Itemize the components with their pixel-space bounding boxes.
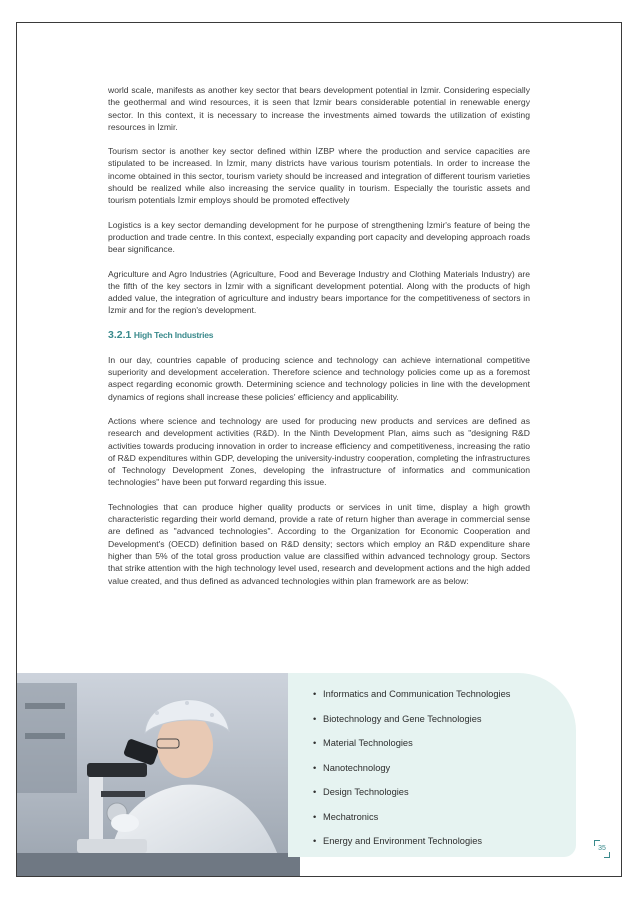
paragraph-renewable-energy: world scale, manifests as another key sector that bears development potential in İzmir. Considering especially the geothermal and wind resources, it is seen that İzmir bears considerable potential in renewable energy sector. In this context, it is necessary to increase the investments aimed towards the utilization of existing resources in İzmir. [108, 85, 530, 132]
list-item: • Material Technologies [313, 738, 413, 748]
corner-mark-icon [594, 840, 600, 846]
paragraph-rnd-activities: Actions where science and technology are used for producing new products and services are defined as research and development activities (R&D). In the Ninth Development Plan, aims such as "designing R&D activities towards producing innovation in order to increase efficiency and competitiveness, increasing the ratio of R&D expenditures within GDP, developing the university-industry cooperation, completing the infrastructures of Technology Development Zones, developing the infrastructure of informatics and communication technologies" have been put forward regarding this issue. [108, 415, 530, 488]
bullet-icon: • [313, 787, 317, 797]
main-content [108, 84, 530, 599]
bullet-icon: • [313, 762, 317, 773]
technologies-list [313, 687, 510, 859]
scientist-microscope-image [17, 673, 300, 876]
page-number: 35 [594, 840, 610, 858]
list-item: • Mechatronics [313, 811, 379, 822]
bullet-icon: • [313, 713, 317, 724]
paragraph-tourism: Tourism sector is another key sector defined within İZBP where the production and service capacities are stipulated to be increased. In İzmir, many districts have various tourism potentials. In order to increase the income obtained in this sector, tourism variety should be increased and integration of different tourism varieties should be realized while also increasing the service quality in tourism. Especially the touristic assets and tourism potentials İzmir employs should be promoted effectively [108, 146, 530, 206]
list-item: • Informatics and Communication Technologies [313, 689, 511, 699]
list-item: • Energy and Environment Technologies [313, 836, 483, 846]
paragraph-agriculture: Agriculture and Agro Industries (Agriculture, Food and Beverage Industry and Clothing Materials Industry) are the fifth of the key sectors in İzmir with a significant development potential. Along with the products of high added value, the integration of agriculture and industry bears importance for the competitiveness of sectors in İzmir and for the region's development. [108, 268, 530, 316]
lab-photo [17, 673, 300, 876]
list-item: • Design Technologies [313, 787, 409, 797]
paragraph-logistics: Logistics is a key sector demanding development for he purpose of strengthening İzmir's feature of being the production and trade centre. In this context, especially expanding port capacity and developing approach roads bear significance. [108, 219, 530, 255]
bullet-icon: • [313, 689, 317, 699]
list-item: • Nanotechnology [313, 762, 391, 773]
bullet-icon: • [313, 738, 317, 748]
bullet-icon: • [313, 811, 317, 822]
bullet-icon: • [313, 836, 317, 846]
corner-mark-icon [604, 852, 610, 858]
paragraph-advanced-technologies: Technologies that can produce higher quality products or services in unit time, display a high growth characteristic regarding their world demand, provide a rate of return higher than average in commercial sense are defined as "advanced technologies". According to the Organization for Economic Cooperation and Development's (OECD) definition based on R&D density; sectors which employ an R&D expenditure share higher than 5% of the total gross production value are classified within advanced technology group. Sectors that strike attention with the high technology level used, research and development actions and the high added value created, and thus defined as advanced technologies within plan framework are as below: [108, 501, 530, 586]
section-heading [108, 329, 530, 341]
section-number: 3.2.1 [108, 328, 132, 341]
paragraph-science-policy: In our day, countries capable of producing science and technology can achieve international competitive superiority and development acceleration. Therefore science and technology policies come up as a foremost aspect regarding economic growth. Determining science and technology policies in line with the development dynamics of regions shall increase these policies' efficiency and applicability. [108, 354, 530, 402]
list-item: • Biotechnology and Gene Technologies [313, 713, 482, 724]
section-title: High Tech Industries [133, 329, 214, 340]
